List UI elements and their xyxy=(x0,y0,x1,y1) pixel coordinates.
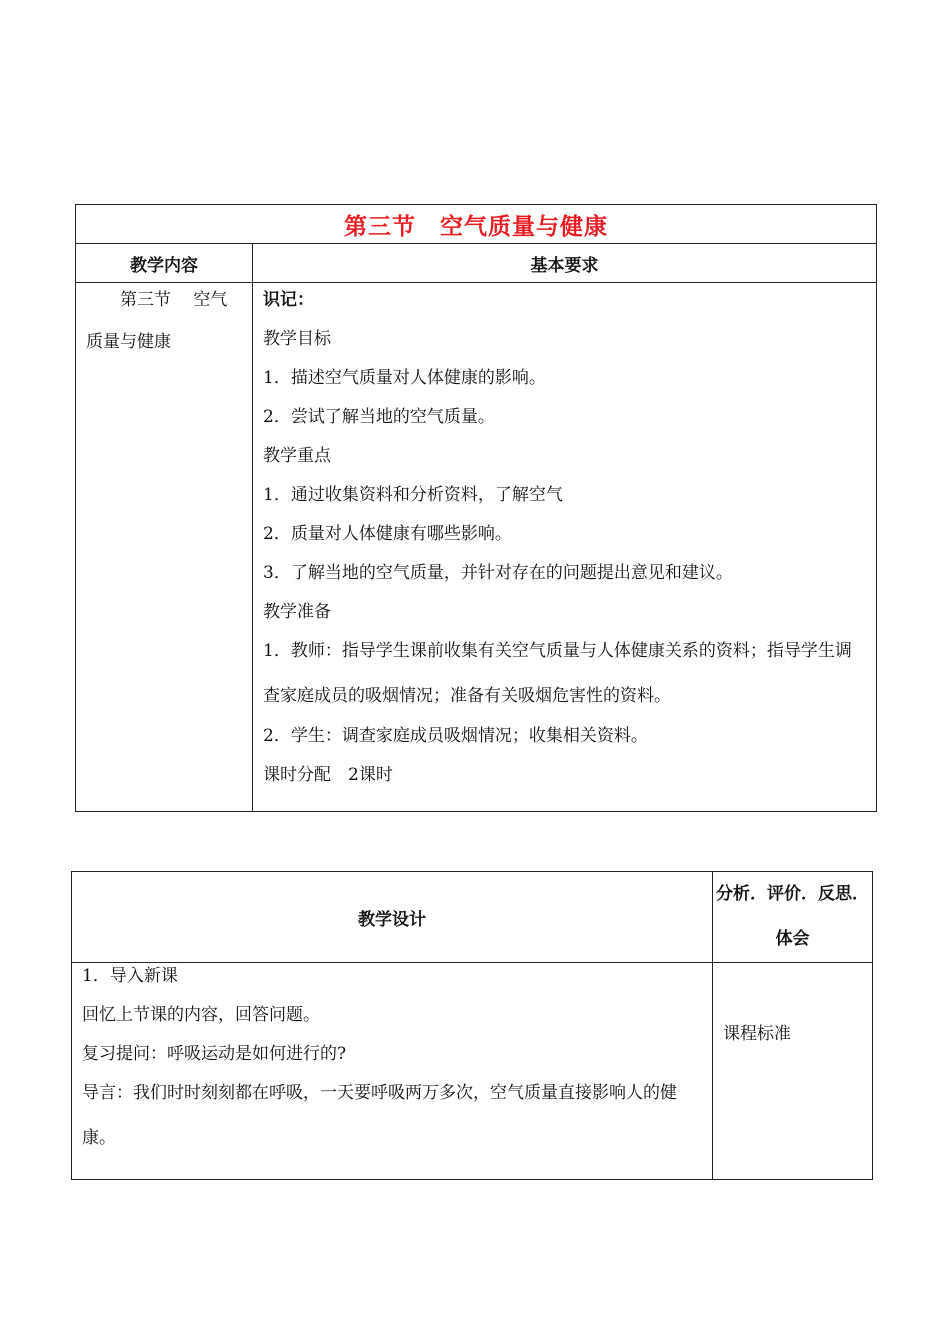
header-basic-requirements: 基本要求 xyxy=(253,244,877,283)
lesson-title: 第三节 空气质量与健康 xyxy=(76,205,877,244)
lesson-design-table xyxy=(71,871,873,1180)
content-line: 质量与健康 xyxy=(86,332,171,352)
requirement-line: 教学重点 xyxy=(263,446,331,466)
requirement-line: 2．尝试了解当地的空气质量。 xyxy=(263,407,495,427)
requirement-line: 课时分配 2课时 xyxy=(263,765,393,785)
requirement-line: 1．通过收集资料和分析资料，了解空气 xyxy=(263,485,563,505)
requirement-line: 教学准备 xyxy=(263,602,331,622)
requirement-line: 识记： xyxy=(263,290,314,310)
requirement-line: 3．了解当地的空气质量，并针对存在的问题提出意见和建议。 xyxy=(263,563,733,583)
design-line: 复习提问：呼吸运动是如何进行的? xyxy=(82,1044,347,1064)
content-line: 第三节 空气 xyxy=(120,290,228,310)
requirements-cell xyxy=(253,283,877,812)
design-line: 导言：我们时时刻刻都在呼吸，一天要呼吸两万多次，空气质量直接影响人的健康。 xyxy=(82,1083,677,1148)
requirement-line: 2．学生：调查家庭成员吸烟情况；收集相关资料。 xyxy=(263,726,648,746)
requirement-line: 教学目标 xyxy=(263,329,331,349)
teaching-content-cell xyxy=(76,283,253,812)
header-teaching-content: 教学内容 xyxy=(76,244,253,283)
lesson-overview-table xyxy=(75,204,877,812)
header-analysis-reflection: 分析．评价．反思．体会 xyxy=(713,872,873,963)
requirement-line: 1．描述空气质量对人体健康的影响。 xyxy=(263,368,546,388)
header-teaching-design: 教学设计 xyxy=(72,872,713,963)
design-line: 回忆上节课的内容，回答问题。 xyxy=(82,1005,320,1025)
requirement-line: 1．教师：指导学生课前收集有关空气质量与人体健康关系的资料；指导学生调查家庭成员的吸烟情况；准备有关吸烟危害性的资料。 xyxy=(263,641,852,706)
requirement-line: 2．质量对人体健康有哪些影响。 xyxy=(263,524,512,544)
curriculum-standard-cell: 课程标准 xyxy=(713,963,873,1180)
design-line: 1．导入新课 xyxy=(82,966,178,986)
teaching-design-cell xyxy=(72,963,713,1180)
